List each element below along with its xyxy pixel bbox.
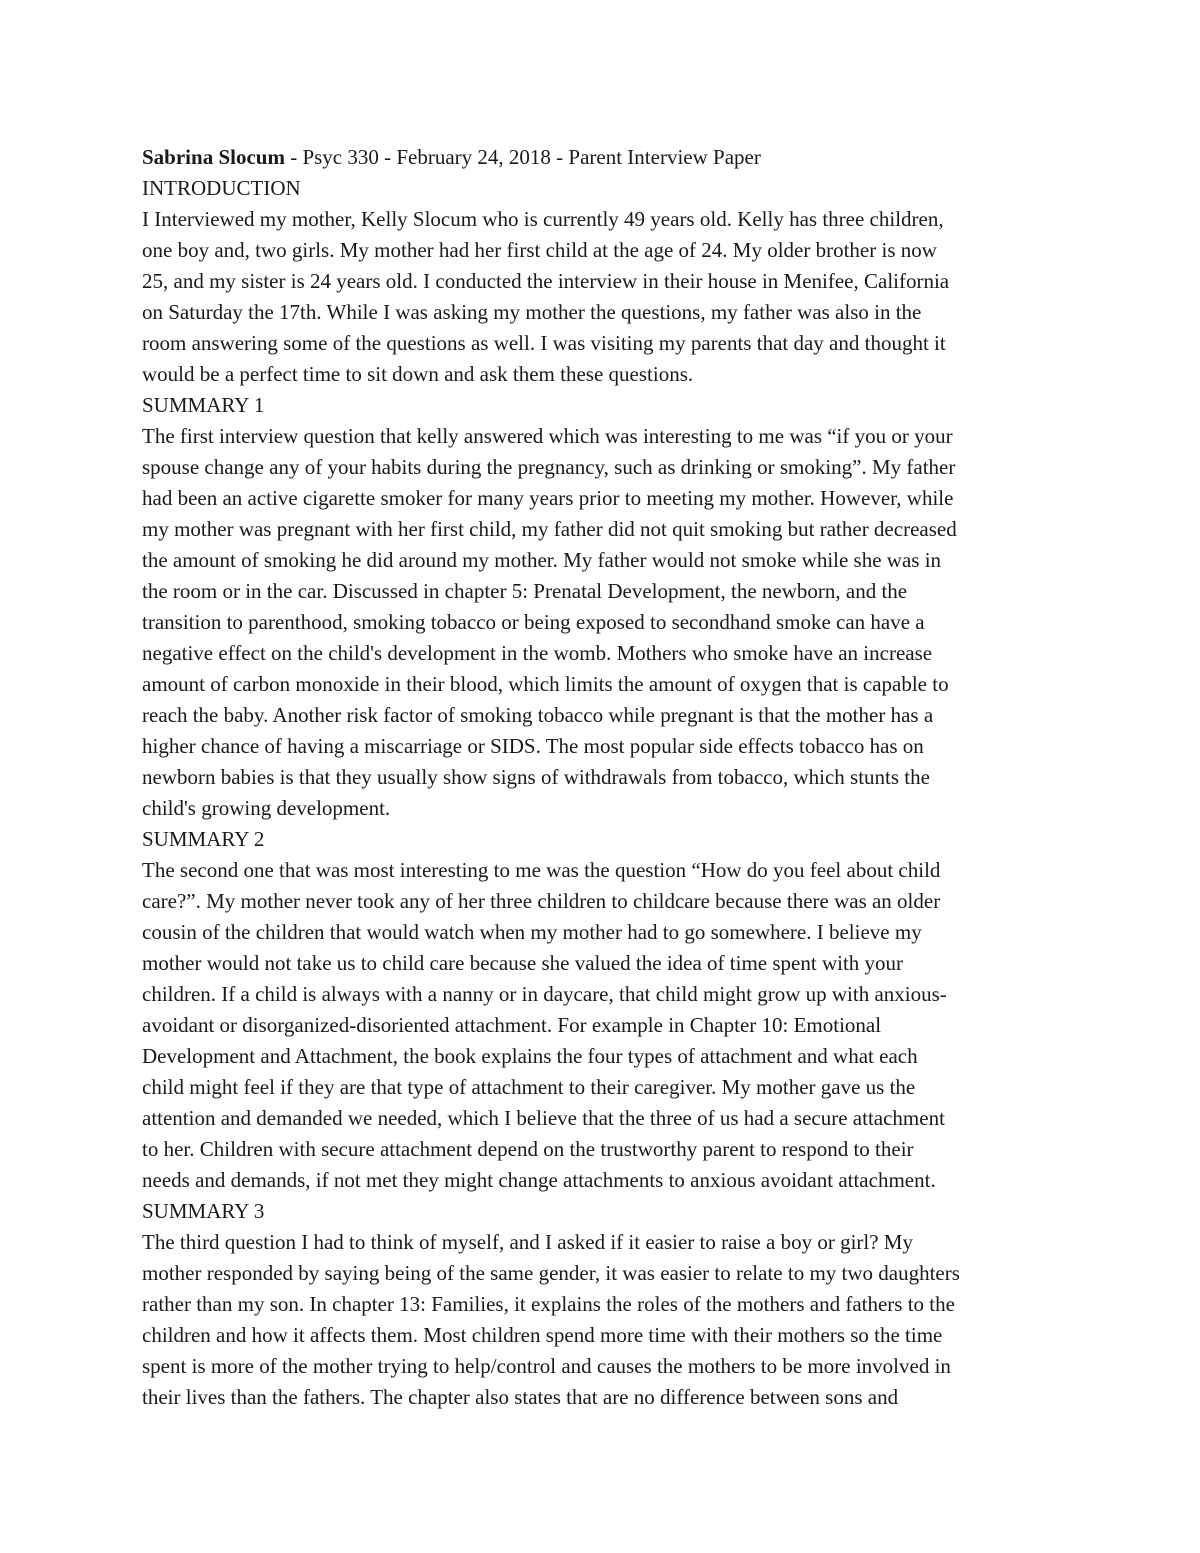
text-line: The third question I had to think of myself, and I asked if it easier to raise a boy or girl? My xyxy=(142,1230,913,1254)
section-heading: SUMMARY 3 xyxy=(142,1199,265,1223)
text-line: newborn babies is that they usually show signs of withdrawals from tobacco, which stunts the xyxy=(142,765,930,789)
text-line: Development and Attachment, the book explains the four types of attachment and what each xyxy=(142,1044,918,1068)
header-details: - Psyc 330 - February 24, 2018 - Parent Interview Paper xyxy=(284,145,761,169)
text-line: I Interviewed my mother, Kelly Slocum who is currently 49 years old. Kelly has three children, xyxy=(142,207,944,231)
text-line: children and how it affects them. Most children spend more time with their mothers so the time xyxy=(142,1323,943,1347)
text-line: the room or in the car. Discussed in chapter 5: Prenatal Development, the newborn, and the xyxy=(142,579,908,603)
text-line: children. If a child is always with a nanny or in daycare, that child might grow up with anxious- xyxy=(142,982,947,1006)
text-line: cousin of the children that would watch when my mother had to go somewhere. I believe my xyxy=(142,920,922,944)
text-line: spent is more of the mother trying to help/control and causes the mothers to be more involved in xyxy=(142,1354,951,1378)
text-line: attention and demanded we needed, which I believe that the three of us had a secure attachment xyxy=(142,1106,945,1130)
text-line: would be a perfect time to sit down and ask them these questions. xyxy=(142,362,694,386)
section-heading: INTRODUCTION xyxy=(142,176,301,200)
text-line: avoidant or disorganized-disoriented attachment. For example in Chapter 10: Emotional xyxy=(142,1013,882,1037)
author-name: Sabrina Slocum xyxy=(142,145,285,169)
text-line: to her. Children with secure attachment depend on the trustworthy parent to respond to their xyxy=(142,1137,914,1161)
text-line: The first interview question that kelly answered which was interesting to me was “if you or your xyxy=(142,424,953,448)
body-text xyxy=(142,173,1062,1413)
header-line xyxy=(142,142,1062,173)
text-line: negative effect on the child's development in the womb. Mothers who smoke have an increase xyxy=(142,641,933,665)
text-line: mother responded by saying being of the same gender, it was easier to relate to my two daughters xyxy=(142,1261,960,1285)
section-heading: SUMMARY 2 xyxy=(142,827,265,851)
text-line: care?”. My mother never took any of her three children to childcare because there was an older xyxy=(142,889,941,913)
text-line: the amount of smoking he did around my mother. My father would not smoke while she was in xyxy=(142,548,942,572)
text-line: child might feel if they are that type of attachment to their caregiver. My mother gave us the xyxy=(142,1075,916,1099)
document-body xyxy=(142,142,1062,1413)
text-line: my mother was pregnant with her first child, my father did not quit smoking but rather decreased xyxy=(142,517,957,541)
text-line: 25, and my sister is 24 years old. I conducted the interview in their house in Menifee, California xyxy=(142,269,950,293)
text-line: had been an active cigarette smoker for many years prior to meeting my mother. However, while xyxy=(142,486,954,510)
text-line: child's growing development. xyxy=(142,796,391,820)
text-line: mother would not take us to child care because she valued the idea of time spent with your xyxy=(142,951,904,975)
text-line: reach the baby. Another risk factor of smoking tobacco while pregnant is that the mother has a xyxy=(142,703,934,727)
text-line: their lives than the fathers. The chapter also states that are no difference between sons and xyxy=(142,1385,899,1409)
text-line: spouse change any of your habits during the pregnancy, such as drinking or smoking”. My father xyxy=(142,455,956,479)
section-heading: SUMMARY 1 xyxy=(142,393,265,417)
text-line: higher chance of having a miscarriage or SIDS. The most popular side effects tobacco has on xyxy=(142,734,924,758)
text-line: needs and demands, if not met they might change attachments to anxious avoidant attachment. xyxy=(142,1168,936,1192)
text-line: rather than my son. In chapter 13: Families, it explains the roles of the mothers and fathers to the xyxy=(142,1292,955,1316)
text-line: room answering some of the questions as well. I was visiting my parents that day and thought it xyxy=(142,331,946,355)
text-line: transition to parenthood, smoking tobacco or being exposed to secondhand smoke can have a xyxy=(142,610,925,634)
text-line: amount of carbon monoxide in their blood, which limits the amount of oxygen that is capable to xyxy=(142,672,949,696)
text-line: one boy and, two girls. My mother had her first child at the age of 24. My older brother is now xyxy=(142,238,937,262)
text-line: on Saturday the 17th. While I was asking my mother the questions, my father was also in the xyxy=(142,300,922,324)
text-line: The second one that was most interesting to me was the question “How do you feel about child xyxy=(142,858,941,882)
